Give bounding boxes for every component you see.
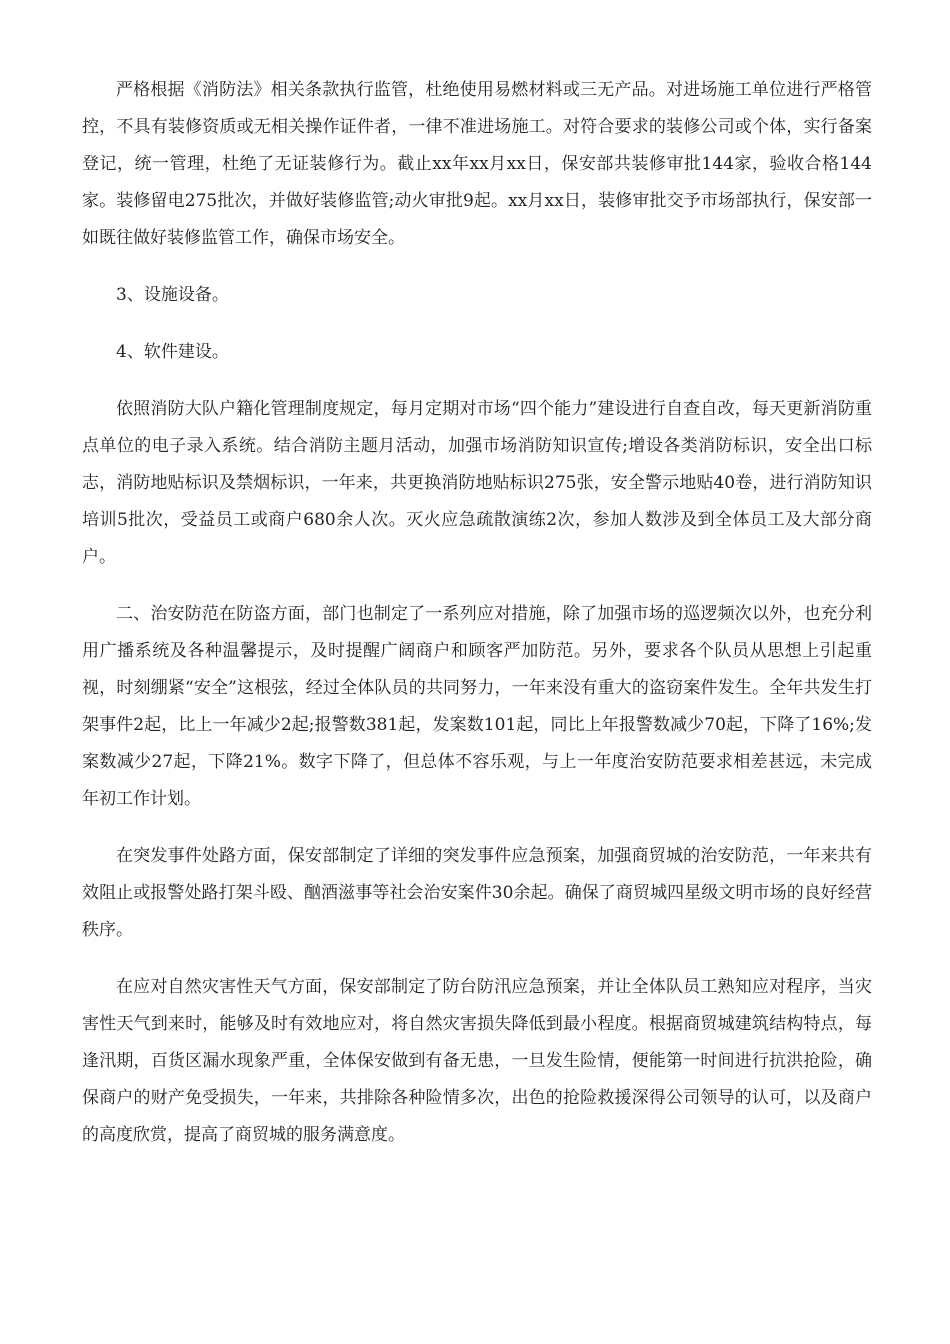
- paragraph-emergency-handling: 在突发事件处路方面，保安部制定了详细的突发事件应急预案，加强商贸城的治安防范，一年来共有效阻止或报警处路打架斗殴、酗酒滋事等社会治安案件30余起。确保了商贸城四星级文明市场的良好经营秩序。: [82, 846, 872, 940]
- paragraph-fire-management: 依照消防大队户籍化管理制度规定，每月定期对市场“四个能力”建设进行自查自改，每天更新消防重点单位的电子录入系统。结合消防主题月活动，加强市场消防知识宣传;增设各类消防标识，安全出口标志，消防地贴标识及禁烟标识，一年来，共更换消防地贴标识275张，安全警示地贴40卷，进行消防知识培训5批次，受益员工或商户680余人次。灭火应急疏散演练2次，参加人数涉及到全体员工及大部分商户。: [82, 399, 872, 567]
- paragraph-natural-disaster: 在应对自然灾害性天气方面，保安部制定了防台防汛应急预案，并让全体队员工熟知应对程序，当灾害性天气到来时，能够及时有效地应对，将自然灾害损失降低到最小程度。根据商贸城建筑结构特点，每逢汛期，百货区漏水现象严重，全体保安做到有备无患，一旦发生险情，便能第一时间进行抗洪抢险，确保商户的财产免受损失，一年来，共排除各种险情多次，出色的抢险救援深得公司领导的认可，以及商户的高度欣赏，提高了商贸城的服务满意度。: [82, 977, 872, 1145]
- section-heading-facilities: 3、设施设备。: [116, 285, 229, 305]
- paragraph-public-security: 二、治安防范在防盗方面，部门也制定了一系列应对措施，除了加强市场的巡逻频次以外，也充分利用广播系统及各种温馨提示，及时提醒广阔商户和顾客严加防范。另外，要求各个队员从思想上引起重视，时刻绷紧“安全”这根弦，经过全体队员的共同努力，一年来没有重大的盗窃案件发生。全年共发生打架事件2起，比上一年减少2起;报警数381起，发案数101起，同比上年报警数减少70起，下降了16%;发案数减少27起，下降21%。数字下降了，但总体不容乐观，与上一年度治安防范要求相差甚远，未完成年初工作计划。: [82, 604, 872, 809]
- paragraph-decoration-supervision: 严格根据《消防法》相关条款执行监管，杜绝使用易燃材料或三无产品。对进场施工单位进行严格管控，不具有装修资质或无相关操作证件者，一律不准进场施工。对符合要求的装修公司或个体，实行备案登记，统一管理，杜绝了无证装修行为。截止xx年xx月xx日，保安部共装修审批144家，验收合格144家。装修留电275批次，并做好装修监管;动火审批9起。xx月xx日，装修审批交予市场部执行，保安部一如既往做好装修监管工作，确保市场安全。: [82, 80, 872, 248]
- section-heading-software: 4、软件建设。: [116, 342, 229, 362]
- document-body: [82, 72, 872, 1174]
